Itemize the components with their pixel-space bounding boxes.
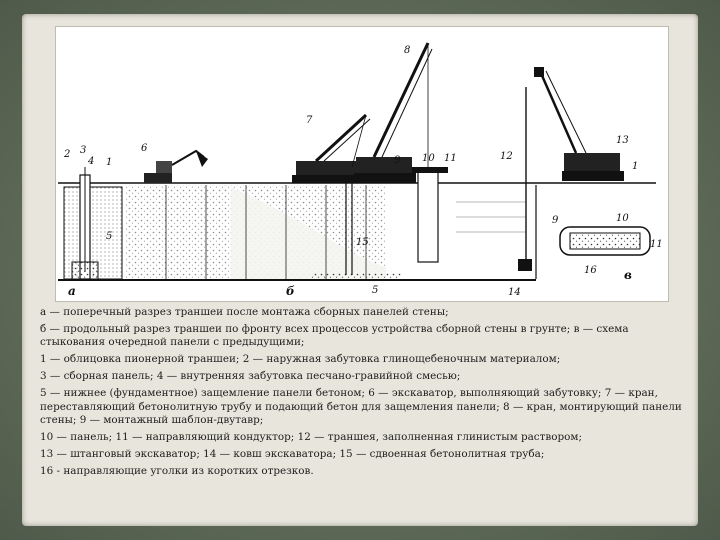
label-9-inset: 9 xyxy=(552,215,559,226)
label-11: 11 xyxy=(444,153,457,164)
label-5-left: 5 xyxy=(106,231,113,242)
label-14: 14 xyxy=(508,287,521,298)
label-2: 2 xyxy=(64,149,71,160)
section-v-joint-scheme xyxy=(560,227,650,255)
label-a: а xyxy=(68,284,76,298)
excavator-6 xyxy=(144,151,208,183)
label-9: 9 xyxy=(394,155,401,166)
label-v: в xyxy=(624,268,632,282)
section-a-cross-section xyxy=(58,167,126,280)
label-15: 15 xyxy=(356,237,369,248)
caption-line: б — продольный разрез траншеи по фронту всех процессов устройства сборной стены в грунте; в — схема стыкования очередной панели с предыдущими; xyxy=(40,323,629,349)
label-1-right: 1 xyxy=(632,161,639,172)
label-8: 8 xyxy=(404,45,411,56)
label-13: 13 xyxy=(616,135,629,146)
label-4: 4 xyxy=(88,156,95,167)
caption-line: 16 - направляющие уголки из коротких отрезков. xyxy=(40,465,314,478)
construction-diagram xyxy=(55,26,669,302)
label-7: 7 xyxy=(306,115,313,126)
figure-caption xyxy=(40,306,692,482)
label-6: 6 xyxy=(141,143,148,154)
label-3: 3 xyxy=(80,145,87,156)
label-10: 10 xyxy=(422,153,435,164)
label-10-inset: 10 xyxy=(616,213,629,224)
caption-line: а — поперечный разрез траншеи после монтажа сборных панелей стены; xyxy=(40,306,449,318)
caption-line: 10 — панель; 11 — направляющий кондуктор; 12 — траншея, заполненная глинистым раствором; xyxy=(40,431,582,444)
caption-line: 1 — облицовка пионерной траншеи; 2 — наружная забутовка глинощебеночным материалом; xyxy=(40,353,561,366)
label-5-bottom: 5 xyxy=(372,285,379,296)
dragline-13 xyxy=(534,67,624,181)
crane-8 xyxy=(354,43,432,183)
label-12: 12 xyxy=(500,151,513,162)
caption-line: 3 — сборная панель; 4 — внутренняя забутовка песчано-гравийной смесью; xyxy=(40,370,461,383)
caption-line: 13 — штанговый экскаватор; 14 — ковш экскаватора; 15 — сдвоенная бетонолитная труба; xyxy=(40,448,545,461)
label-1-left: 1 xyxy=(106,157,113,168)
label-b: б xyxy=(286,284,295,298)
diagram-svg xyxy=(56,27,668,301)
label-11-inset: 11 xyxy=(650,239,663,250)
label-16: 16 xyxy=(584,265,597,276)
caption-line: 5 — нижнее (фундаментное) защемление панели бетоном; 6 — экскаватор, выполняющий забутовку; 7 — кран, переставляющий бетонолитную трубу и подающий бетон для защемления панели; 8 — кран, монтирующий панели стены; 9 — монтажный шаблон-двутавр; xyxy=(40,387,682,427)
